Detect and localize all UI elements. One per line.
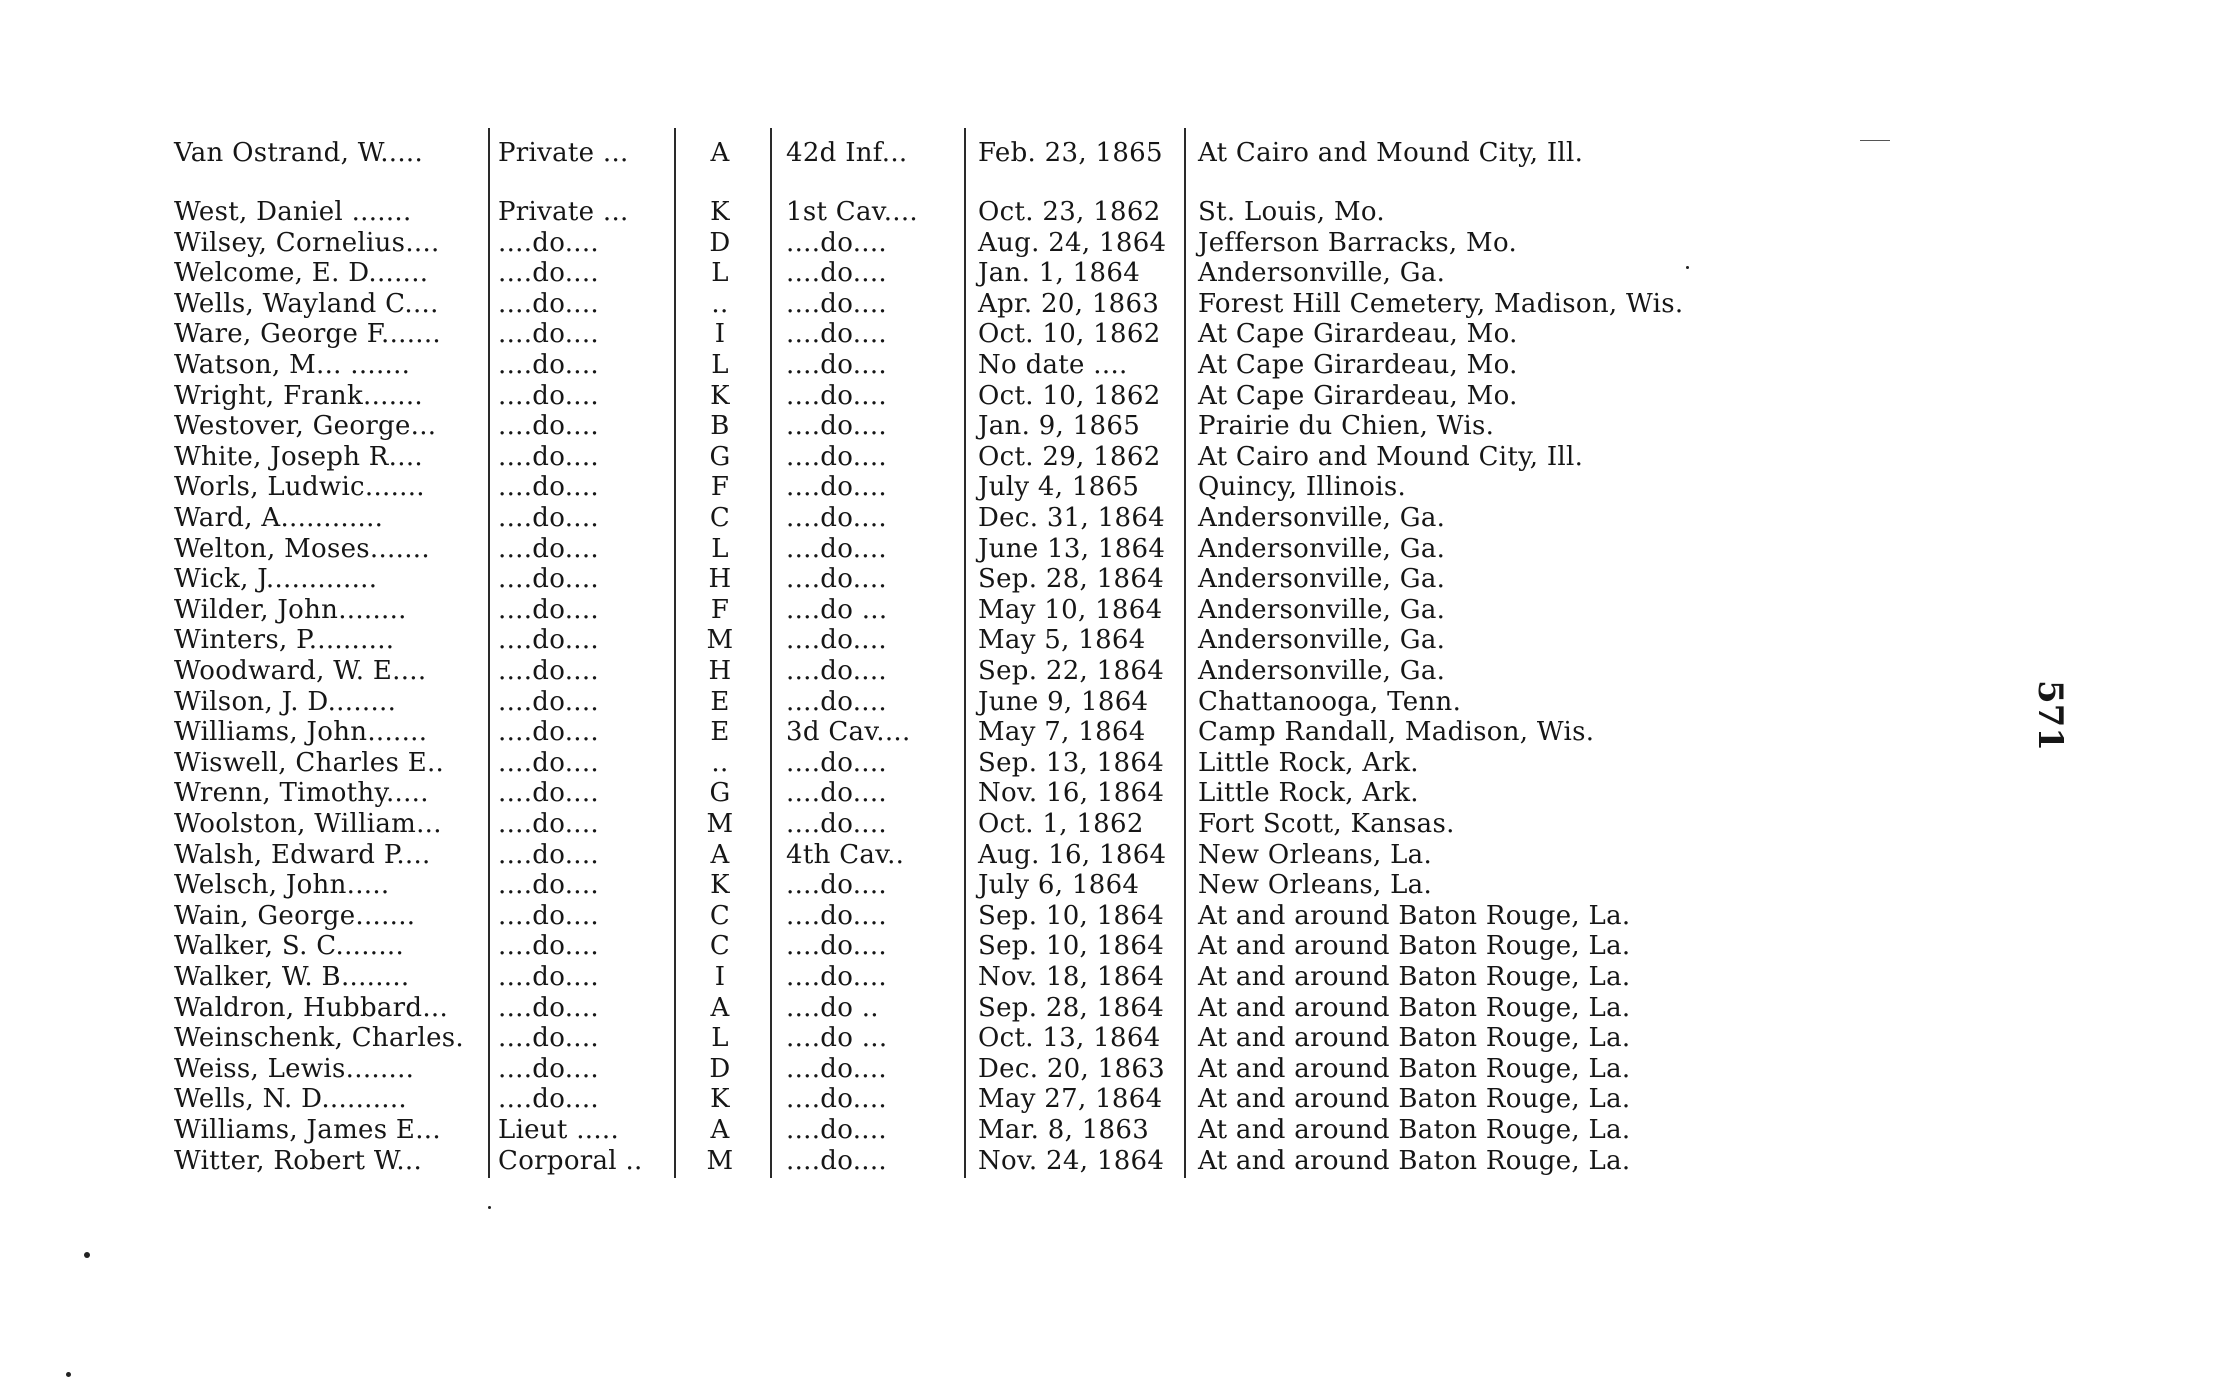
table-row bbox=[0, 931, 2222, 961]
death-date-cell: Oct. 13, 1864 bbox=[978, 1023, 1161, 1054]
column-rule-date-place bbox=[1184, 128, 1186, 1178]
regiment-cell: ....do.... bbox=[786, 1115, 887, 1145]
rank-cell: Private ... bbox=[498, 197, 629, 227]
death-date-cell: Jan. 1, 1864 bbox=[978, 258, 1141, 289]
rank-cell: ....do.... bbox=[498, 594, 599, 625]
burial-place-cell: Quincy, Illinois. bbox=[1198, 472, 1407, 503]
soldier-name-cell: Wilsey, Cornelius.... bbox=[174, 227, 440, 258]
ink-speck bbox=[488, 1206, 491, 1209]
company-cell: M bbox=[706, 809, 734, 839]
table-row bbox=[0, 1146, 2222, 1176]
regiment-cell: ....do.... bbox=[786, 900, 887, 931]
company-cell: D bbox=[709, 1053, 731, 1084]
company-cell: .. bbox=[711, 288, 729, 319]
regiment-cell: ....do.... bbox=[786, 1053, 887, 1084]
death-date-cell: Sep. 28, 1864 bbox=[978, 564, 1165, 595]
soldier-name-cell: Williams, James E... bbox=[174, 1115, 441, 1145]
company-cell: F bbox=[710, 594, 730, 625]
regiment-cell: ....do.... bbox=[786, 258, 887, 289]
company-cell: I bbox=[714, 319, 726, 350]
soldier-name-cell: Wells, N. D.......... bbox=[174, 1084, 407, 1115]
death-date-cell: Oct. 23, 1862 bbox=[978, 197, 1161, 227]
regiment-cell: ....do.... bbox=[786, 350, 887, 380]
burial-place-cell: Chattanooga, Tenn. bbox=[1198, 686, 1462, 717]
company-cell: C bbox=[709, 931, 731, 962]
death-date-cell: Sep. 28, 1864 bbox=[978, 992, 1165, 1023]
soldier-name-cell: Wells, Wayland C.... bbox=[174, 288, 439, 319]
soldier-name-cell: Wright, Frank....... bbox=[174, 380, 423, 411]
column-rule-name-rank bbox=[488, 128, 490, 1178]
rank-cell: ....do.... bbox=[498, 1084, 599, 1115]
table-row bbox=[0, 503, 2222, 533]
table-row bbox=[0, 901, 2222, 931]
soldier-name-cell: White, Joseph R.... bbox=[174, 441, 423, 472]
table-row bbox=[0, 748, 2222, 778]
soldier-name-cell: Wilder, John........ bbox=[174, 594, 407, 625]
table-row bbox=[0, 870, 2222, 900]
rank-cell: ....do.... bbox=[498, 319, 599, 350]
company-cell: K bbox=[710, 1084, 730, 1115]
rank-cell: ....do.... bbox=[498, 747, 599, 778]
company-cell: K bbox=[710, 197, 730, 227]
soldier-name-cell: Ware, George F....... bbox=[174, 319, 441, 350]
soldier-name-cell: Winters, P.......... bbox=[174, 625, 395, 656]
death-date-cell: Sep. 10, 1864 bbox=[978, 900, 1165, 931]
table-row bbox=[0, 1115, 2222, 1145]
company-cell: K bbox=[710, 380, 730, 411]
company-cell: H bbox=[708, 656, 732, 686]
burial-place-cell: Andersonville, Ga. bbox=[1198, 503, 1446, 533]
death-date-cell: Sep. 13, 1864 bbox=[978, 747, 1165, 778]
death-date-cell: Apr. 20, 1863 bbox=[978, 288, 1160, 319]
burial-place-cell: At and around Baton Rouge, La. bbox=[1198, 1115, 1631, 1145]
burial-place-cell: At and around Baton Rouge, La. bbox=[1198, 1145, 1631, 1176]
death-date-cell: May 27, 1864 bbox=[978, 1084, 1163, 1115]
burial-place-cell: Andersonville, Ga. bbox=[1198, 533, 1446, 564]
burial-place-cell: Forest Hill Cemetery, Madison, Wis. bbox=[1198, 288, 1684, 319]
table-row bbox=[0, 228, 2222, 258]
soldier-name-cell: Wrenn, Timothy..... bbox=[174, 778, 429, 809]
burial-place-cell: Andersonville, Ga. bbox=[1198, 625, 1446, 656]
company-cell: E bbox=[710, 686, 730, 717]
burial-place-cell: Little Rock, Ark. bbox=[1198, 778, 1419, 809]
soldier-name-cell: Woolston, William... bbox=[174, 809, 442, 839]
regiment-cell: ....do.... bbox=[786, 870, 887, 901]
rank-cell: ....do.... bbox=[498, 380, 599, 411]
column-rule-rank-company bbox=[674, 128, 676, 1178]
table-row bbox=[0, 289, 2222, 319]
regiment-cell: 3d Cav.... bbox=[786, 717, 911, 748]
company-cell: G bbox=[709, 778, 731, 809]
burial-place-cell: At Cairo and Mound City, Ill. bbox=[1198, 441, 1584, 472]
company-cell: K bbox=[710, 870, 730, 901]
soldier-name-cell: West, Daniel ....... bbox=[174, 197, 412, 227]
company-cell: L bbox=[711, 350, 729, 380]
burial-place-cell: At and around Baton Rouge, La. bbox=[1198, 900, 1631, 931]
death-date-cell: June 9, 1864 bbox=[978, 686, 1149, 717]
regiment-cell: ....do.... bbox=[786, 564, 887, 595]
company-cell: A bbox=[710, 839, 730, 870]
soldier-name-cell: Walker, W. B........ bbox=[174, 962, 410, 992]
rank-cell: ....do.... bbox=[498, 992, 599, 1023]
regiment-cell: ....do.... bbox=[786, 809, 887, 839]
company-cell: M bbox=[706, 1145, 734, 1176]
regiment-cell: ....do.... bbox=[786, 533, 887, 564]
table-row bbox=[0, 534, 2222, 564]
rank-cell: ....do.... bbox=[498, 839, 599, 870]
regiment-cell: ....do.... bbox=[786, 656, 887, 686]
death-date-cell: Jan. 9, 1865 bbox=[978, 411, 1141, 442]
company-cell: E bbox=[710, 717, 730, 748]
death-date-cell: Aug. 24, 1864 bbox=[978, 227, 1167, 258]
rank-cell: ....do.... bbox=[498, 962, 599, 992]
rank-cell: ....do.... bbox=[498, 533, 599, 564]
regiment-cell: 1st Cav.... bbox=[786, 197, 918, 227]
regiment-cell: ....do.... bbox=[786, 319, 887, 350]
burial-place-cell: At Cape Girardeau, Mo. bbox=[1198, 319, 1518, 350]
regiment-cell: ....do.... bbox=[786, 962, 887, 992]
soldier-name-cell: Watson, M... ....... bbox=[174, 350, 411, 380]
death-date-cell: Nov. 24, 1864 bbox=[978, 1145, 1165, 1176]
company-cell: C bbox=[709, 503, 731, 533]
burial-place-cell: At and around Baton Rouge, La. bbox=[1198, 992, 1631, 1023]
regiment-cell: ....do.... bbox=[786, 472, 887, 503]
regiment-cell: 42d Inf... bbox=[786, 138, 908, 168]
death-date-cell: No date .... bbox=[978, 350, 1128, 380]
rank-cell: ....do.... bbox=[498, 931, 599, 962]
table-row bbox=[0, 442, 2222, 472]
burial-place-cell: At and around Baton Rouge, La. bbox=[1198, 1084, 1631, 1115]
regiment-cell: ....do.... bbox=[786, 1084, 887, 1115]
table-row bbox=[0, 778, 2222, 808]
table-row bbox=[0, 595, 2222, 625]
rank-cell: ....do.... bbox=[498, 503, 599, 533]
rank-cell: ....do.... bbox=[498, 870, 599, 901]
page-number: 571 bbox=[2030, 680, 2070, 751]
burial-place-cell: At and around Baton Rouge, La. bbox=[1198, 1023, 1631, 1054]
company-cell: C bbox=[709, 900, 731, 931]
table-row bbox=[0, 381, 2222, 411]
death-date-cell: July 6, 1864 bbox=[978, 870, 1140, 901]
table-row bbox=[0, 625, 2222, 655]
rank-cell: ....do.... bbox=[498, 227, 599, 258]
rank-cell: ....do.... bbox=[498, 656, 599, 686]
soldier-name-cell: Wiswell, Charles E.. bbox=[174, 747, 445, 778]
regiment-cell: ....do.... bbox=[786, 1145, 887, 1176]
soldier-name-cell: Weinschenk, Charles. bbox=[174, 1023, 464, 1054]
death-date-cell: Aug. 16, 1864 bbox=[978, 839, 1167, 870]
rank-cell: ....do.... bbox=[498, 564, 599, 595]
table-row bbox=[0, 197, 2222, 227]
burial-place-cell: Little Rock, Ark. bbox=[1198, 747, 1419, 778]
death-date-cell: Dec. 20, 1863 bbox=[978, 1053, 1166, 1084]
burial-place-cell: At and around Baton Rouge, La. bbox=[1198, 962, 1631, 992]
death-date-cell: Dec. 31, 1864 bbox=[978, 503, 1166, 533]
table-row bbox=[0, 993, 2222, 1023]
table-row bbox=[0, 411, 2222, 441]
regiment-cell: ....do.... bbox=[786, 503, 887, 533]
soldier-name-cell: Waldron, Hubbard... bbox=[174, 992, 449, 1023]
table-row bbox=[0, 1084, 2222, 1114]
regiment-cell: ....do.... bbox=[786, 686, 887, 717]
table-row bbox=[0, 962, 2222, 992]
company-cell: M bbox=[706, 625, 734, 656]
regiment-cell: ....do.... bbox=[786, 625, 887, 656]
death-date-cell: May 7, 1864 bbox=[978, 717, 1146, 748]
company-cell: B bbox=[710, 411, 730, 442]
rank-cell: Lieut ..... bbox=[498, 1115, 620, 1145]
burial-place-cell: Andersonville, Ga. bbox=[1198, 594, 1446, 625]
burial-place-cell: At Cape Girardeau, Mo. bbox=[1198, 380, 1518, 411]
column-rule-company-regiment bbox=[770, 128, 772, 1178]
company-cell: G bbox=[709, 441, 731, 472]
rank-cell: ....do.... bbox=[498, 809, 599, 839]
death-date-cell: Oct. 10, 1862 bbox=[978, 380, 1161, 411]
soldier-name-cell: Walsh, Edward P.... bbox=[174, 839, 431, 870]
burial-place-cell: At Cape Girardeau, Mo. bbox=[1198, 350, 1518, 380]
death-date-cell: May 5, 1864 bbox=[978, 625, 1146, 656]
death-date-cell: Oct. 1, 1862 bbox=[978, 809, 1144, 839]
soldier-name-cell: Westover, George... bbox=[174, 411, 437, 442]
burial-place-cell: Fort Scott, Kansas. bbox=[1198, 809, 1455, 839]
rank-cell: ....do.... bbox=[498, 717, 599, 748]
burial-place-cell: New Orleans, La. bbox=[1198, 839, 1433, 870]
burial-place-cell: Camp Randall, Madison, Wis. bbox=[1198, 717, 1595, 748]
burial-place-cell: Jefferson Barracks, Mo. bbox=[1198, 227, 1518, 258]
regiment-cell: ....do ... bbox=[786, 594, 888, 625]
death-date-cell: Sep. 22, 1864 bbox=[978, 656, 1165, 686]
company-cell: D bbox=[709, 227, 731, 258]
soldier-name-cell: Weiss, Lewis........ bbox=[174, 1053, 415, 1084]
table-row bbox=[0, 350, 2222, 380]
table-row bbox=[0, 564, 2222, 594]
rank-cell: ....do.... bbox=[498, 686, 599, 717]
company-cell: F bbox=[710, 472, 730, 503]
regiment-cell: ....do .. bbox=[786, 992, 879, 1023]
ink-speck bbox=[84, 1252, 90, 1258]
soldier-name-cell: Welton, Moses....... bbox=[174, 533, 430, 564]
death-date-cell: July 4, 1865 bbox=[978, 472, 1140, 503]
table-row bbox=[0, 1054, 2222, 1084]
table-row bbox=[0, 687, 2222, 717]
death-date-cell: Nov. 18, 1864 bbox=[978, 962, 1165, 992]
death-date-cell: May 10, 1864 bbox=[978, 594, 1163, 625]
table-row bbox=[0, 1023, 2222, 1053]
table-row bbox=[0, 717, 2222, 747]
table-row bbox=[0, 138, 2222, 168]
table-row bbox=[0, 258, 2222, 288]
burial-place-cell: Andersonville, Ga. bbox=[1198, 656, 1446, 686]
company-cell: L bbox=[711, 533, 729, 564]
regiment-cell: ....do.... bbox=[786, 747, 887, 778]
death-date-cell: Mar. 8, 1863 bbox=[978, 1115, 1150, 1145]
regiment-cell: ....do.... bbox=[786, 931, 887, 962]
regiment-cell: ....do.... bbox=[786, 227, 887, 258]
ink-speck bbox=[1686, 266, 1689, 269]
rank-cell: ....do.... bbox=[498, 411, 599, 442]
soldier-name-cell: Williams, John....... bbox=[174, 717, 428, 748]
burial-place-cell: At and around Baton Rouge, La. bbox=[1198, 931, 1631, 962]
company-cell: A bbox=[710, 992, 730, 1023]
column-rule-regiment-date bbox=[964, 128, 966, 1178]
soldier-name-cell: Ward, A............ bbox=[174, 503, 384, 533]
regiment-cell: 4th Cav.. bbox=[786, 839, 905, 870]
burial-place-cell: St. Louis, Mo. bbox=[1198, 197, 1385, 227]
soldier-name-cell: Walker, S. C........ bbox=[174, 931, 405, 962]
death-date-cell: June 13, 1864 bbox=[978, 533, 1166, 564]
rank-cell: ....do.... bbox=[498, 1023, 599, 1054]
company-cell: H bbox=[708, 564, 732, 595]
company-cell: I bbox=[714, 962, 726, 992]
death-date-cell: Oct. 29, 1862 bbox=[978, 441, 1161, 472]
rank-cell: Private ... bbox=[498, 138, 629, 168]
regiment-cell: ....do.... bbox=[786, 778, 887, 809]
company-cell: A bbox=[710, 1115, 730, 1145]
death-date-cell: Oct. 10, 1862 bbox=[978, 319, 1161, 350]
burial-place-cell: Prairie du Chien, Wis. bbox=[1198, 411, 1495, 442]
soldier-name-cell: Woodward, W. E.... bbox=[174, 656, 427, 686]
soldier-name-cell: Wick, J............. bbox=[174, 564, 378, 595]
table-row bbox=[0, 472, 2222, 502]
soldier-name-cell: Wilson, J. D........ bbox=[174, 686, 397, 717]
table-row bbox=[0, 319, 2222, 349]
regiment-cell: ....do.... bbox=[786, 441, 887, 472]
rank-cell: ....do.... bbox=[498, 350, 599, 380]
margin-mark bbox=[1860, 140, 1890, 141]
rank-cell: ....do.... bbox=[498, 900, 599, 931]
ink-speck bbox=[66, 1372, 71, 1377]
rank-cell: ....do.... bbox=[498, 625, 599, 656]
company-cell: A bbox=[710, 138, 730, 168]
burial-place-cell: Andersonville, Ga. bbox=[1198, 258, 1446, 289]
rank-cell: ....do.... bbox=[498, 1053, 599, 1084]
regiment-cell: ....do.... bbox=[786, 288, 887, 319]
table-row bbox=[0, 840, 2222, 870]
burial-place-cell: New Orleans, La. bbox=[1198, 870, 1433, 901]
rank-cell: ....do.... bbox=[498, 441, 599, 472]
table-row bbox=[0, 809, 2222, 839]
rank-cell: ....do.... bbox=[498, 778, 599, 809]
soldier-name-cell: Wain, George....... bbox=[174, 900, 416, 931]
burial-place-cell: Andersonville, Ga. bbox=[1198, 564, 1446, 595]
death-date-cell: Sep. 10, 1864 bbox=[978, 931, 1165, 962]
soldier-name-cell: Witter, Robert W... bbox=[174, 1145, 423, 1176]
company-cell: .. bbox=[711, 747, 729, 778]
burial-place-cell: At and around Baton Rouge, La. bbox=[1198, 1053, 1631, 1084]
regiment-cell: ....do ... bbox=[786, 1023, 888, 1054]
soldier-name-cell: Van Ostrand, W..... bbox=[174, 138, 424, 168]
table-row bbox=[0, 656, 2222, 686]
company-cell: L bbox=[711, 258, 729, 289]
rank-cell: Corporal .. bbox=[498, 1145, 643, 1176]
death-date-cell: Feb. 23, 1865 bbox=[978, 138, 1163, 168]
regiment-cell: ....do.... bbox=[786, 380, 887, 411]
soldier-name-cell: Worls, Ludwic....... bbox=[174, 472, 425, 503]
burial-place-cell: At Cairo and Mound City, Ill. bbox=[1198, 138, 1584, 168]
rank-cell: ....do.... bbox=[498, 258, 599, 289]
soldier-name-cell: Welsch, John..... bbox=[174, 870, 390, 901]
regiment-cell: ....do.... bbox=[786, 411, 887, 442]
rank-cell: ....do.... bbox=[498, 472, 599, 503]
rank-cell: ....do.... bbox=[498, 288, 599, 319]
death-date-cell: Nov. 16, 1864 bbox=[978, 778, 1165, 809]
company-cell: L bbox=[711, 1023, 729, 1054]
soldier-name-cell: Welcome, E. D....... bbox=[174, 258, 429, 289]
